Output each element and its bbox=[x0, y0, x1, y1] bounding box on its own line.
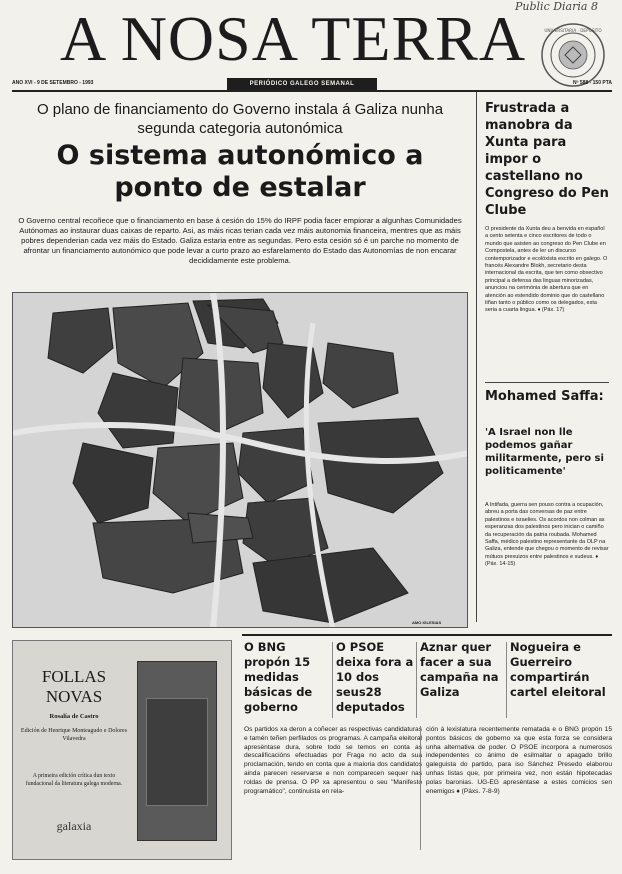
stamp-text: UNIVERSITARIA · DEPOSITO bbox=[544, 28, 602, 33]
sidebar-story1-body: O presidente da Xunta deu a benvida en español a cento setenta e cinco escritores de todo o mundo que asisten ao congreso do Pen Clube en Compostela, antes de ler un discurso contemporizador e ecolóxista escrito en galego. O francés Alexandre Blokh, secretario desta internacional da escrita, que ten como obxectivo principal a defensa das linguas minorizadas, anunciou na cerimónia de abertura que en atención ao estendido dominio que do castellano tiñan tanto o público como os delegados, esta seria a cuarta lingua. ♦ (Páx. 17) bbox=[485, 226, 608, 314]
bottom-body-left: Os partidos xa deron a coñecer as respectivas candidaturas e tamén teñen perfilados os programas. A campaña eleitoral apresèntase dura, sobre todo se temos en conta as descalificacións efectuadas por Fraga no acto da sua proclamación, tendo en conta que a maioria dos candidatos ainda parecen reservarse e non comparecen sequer nas roldas de prensa. O PP xa apresentou o seu "Manifesto programático", continuista en rela- bbox=[244, 726, 422, 795]
book-author: Rosalía de Castro bbox=[49, 713, 99, 720]
masthead-title: A NOSA TERRA bbox=[60, 3, 527, 74]
photo-credit: AMO IGLESIAS bbox=[412, 620, 442, 625]
sidebar-divider bbox=[485, 382, 609, 383]
lead-body: O Governo central recoñece que o financiamento en base á cesión do 15% do IRPF podia facer empiorar a algunhas Comunidades Autónomas ao instaurar duas caixas de reparto. Asi, as máis ricas terian cada vez máis autonomia financeira, mentres que as máis pobres dependerian cada vez máis do Estado. Galiza estaria entre as segundas. Pero esta cesión só é un parche no momento de afrontar un financiamento autonómico que pode levar a curto prazo ao esfarelamento do Estado das Autonomías de non encarar decididamente este problema. bbox=[18, 216, 462, 265]
book-cover-image bbox=[137, 661, 217, 841]
book-editors: Edición de Henrique Monteagudo e Dolores Vilavedra bbox=[20, 728, 128, 742]
book-publisher: galaxia bbox=[56, 819, 92, 833]
body-divider bbox=[420, 726, 421, 850]
sidebar-story2-subhead: 'A Israel non lle podemos gañar militarmente, pero si politicamente' bbox=[485, 427, 604, 477]
sidebar-story1-headline: Frustrada a manobra da Xunta para impor o castellano no Congreso do Pen Clube bbox=[485, 101, 609, 218]
spain-puzzle-map-image bbox=[13, 293, 468, 628]
lead-kicker: O plano de financiamento do Governo instala á Galiza nunha segunda categoria autonómica bbox=[36, 101, 444, 137]
issue-date: ANO XVI - 9 DE SETEMBRO - 1993 bbox=[12, 80, 94, 86]
lead-headline: O sistema autonómico a ponto de estalar bbox=[56, 140, 424, 203]
headline-divider bbox=[506, 642, 507, 718]
bottom-headline-nogueira: Nogueira e Guerreiro compartirán cartel eleitoral bbox=[510, 640, 606, 699]
book-description: A primeira edición crítica dun texto fundacional da literatura galega moderna. bbox=[25, 773, 123, 787]
handwritten-note: Public Diaria 8 bbox=[515, 0, 598, 13]
bottom-headline-bng: O BNG propón 15 medidas básicas de goberno bbox=[244, 640, 313, 714]
puzzle-map-photo bbox=[12, 292, 468, 628]
bottom-headline-psoe: O PSOE deixa fora a 10 dos seus28 deputados bbox=[336, 640, 414, 714]
right-sidebar bbox=[476, 92, 612, 622]
publication-subtitle: PERIÓDICO GALEGO SEMANAL bbox=[227, 78, 377, 90]
sidebar-story2-body: A Intifada, guerra sen pouso contra a ocupación, abreu a porta das conversas de paz entre palestinos e israelies. Os acordos non colman as esperanzas dos palestinos pero inician o camiño da recuperación da patria roubada. Mohamed Saffa, médico palestino representante da OLP na Galiza, entende que chegou o momento de revisar mútuos prexuizos entre palestinos e xudeus. ♦ (Páx. 14-15) bbox=[485, 502, 609, 568]
bottom-body-right: ción á lexislatura recentemente rematada e o BNG propón 15 pontos básicos de goberno xa que esta forza se considera unha alternativa de poder. O PSOE incorpora a numerosos independentes co ánimo de esilmaltar o apagado brillo galeguista do partido, para iso Sánchez Presedo elaborou unhas listas que, por primeira vez, non están hipotecadas polas baronias. UG-EG apresèntase a estes comicios sen enemigos ♦ (Páxs. 7-8-9) bbox=[426, 726, 612, 795]
book-title: FOLLAS NOVAS bbox=[41, 667, 107, 706]
headline-divider bbox=[332, 642, 333, 718]
masthead-meta-bar bbox=[12, 78, 612, 92]
sidebar-story2-headline: Mohamed Saffa: bbox=[485, 389, 604, 404]
headline-divider bbox=[416, 642, 417, 718]
bottom-rule bbox=[242, 634, 612, 636]
book-advertisement bbox=[12, 640, 232, 860]
issue-number-price: Nº 588 - 150 PTA bbox=[573, 80, 612, 86]
bottom-headline-aznar: Aznar quer facer a sua campaña na Galiza bbox=[420, 640, 499, 699]
book-cover-artwork bbox=[146, 698, 208, 806]
